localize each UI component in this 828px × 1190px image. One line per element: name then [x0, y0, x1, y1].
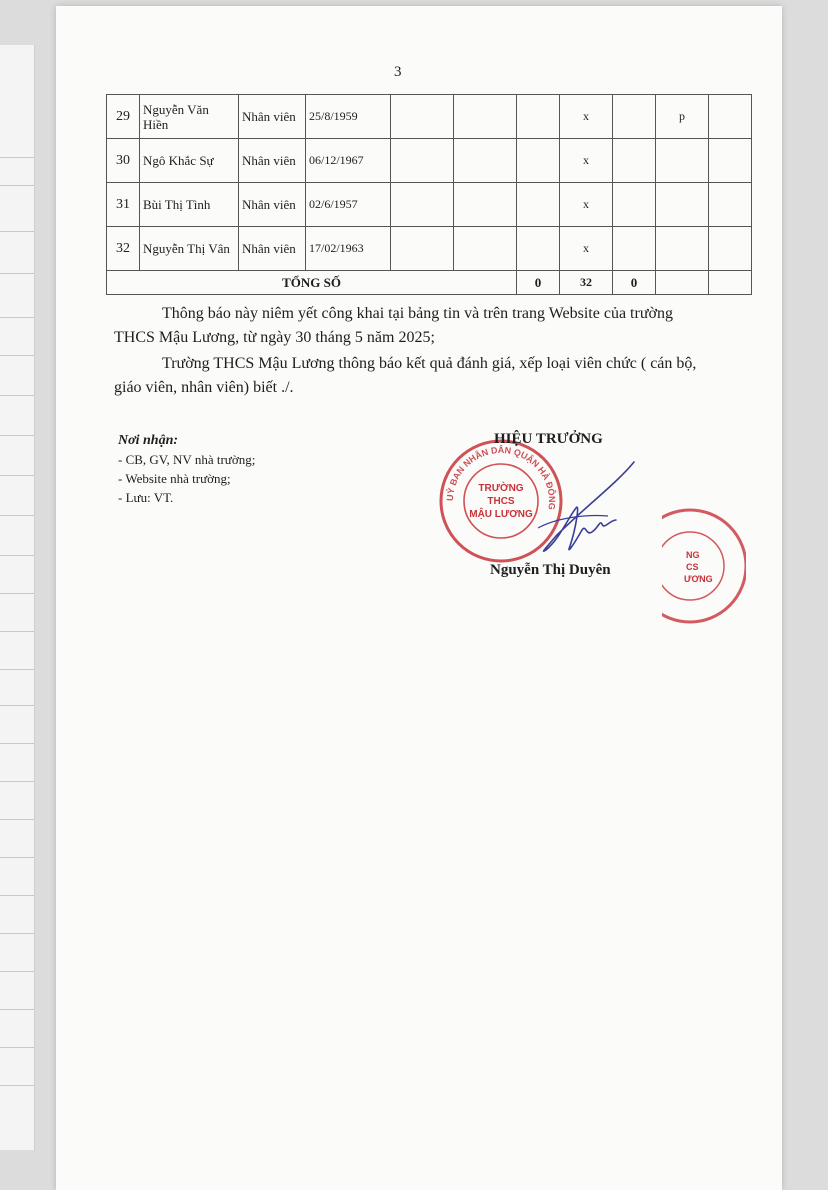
- seal-line: ƯƠNG: [684, 574, 713, 584]
- row-cell: [517, 227, 560, 271]
- row-cell: [613, 139, 656, 183]
- seal-line: MẬU LƯƠNG: [469, 509, 533, 520]
- row-cell: [709, 95, 752, 139]
- row-name: Nguyễn Văn Hiền: [140, 95, 239, 139]
- recipient-item: - CB, GV, NV nhà trường;: [118, 452, 256, 467]
- row-stt: 32: [107, 227, 140, 271]
- row-stt: 31: [107, 183, 140, 227]
- page-number: 3: [394, 64, 402, 80]
- row-cell: [517, 95, 560, 139]
- row-role: Nhân viên: [239, 95, 306, 139]
- row-cell: [709, 183, 752, 227]
- total-cell: [709, 271, 752, 295]
- table-row: [107, 139, 752, 183]
- table-row: [107, 227, 752, 271]
- row-cell: [454, 95, 517, 139]
- total-label: TỔNG SỐ: [107, 271, 517, 295]
- row-cell: [613, 183, 656, 227]
- row-dob: 17/02/1963: [306, 227, 391, 271]
- row-cell: [613, 227, 656, 271]
- row-cell: [517, 183, 560, 227]
- staff-table: [106, 94, 752, 295]
- row-role: Nhân viên: [239, 183, 306, 227]
- row-stt: 30: [107, 139, 140, 183]
- partial-seal-icon: [662, 496, 746, 636]
- seal-line: TRƯỜNG: [478, 483, 524, 494]
- row-cell: [454, 183, 517, 227]
- row-name: Nguyễn Thị Vân: [140, 227, 239, 271]
- row-cell: [391, 183, 454, 227]
- row-cell: [391, 227, 454, 271]
- row-mark: x: [560, 139, 613, 183]
- row-role: Nhân viên: [239, 139, 306, 183]
- row-mark: x: [560, 227, 613, 271]
- row-dob: 02/6/1957: [306, 183, 391, 227]
- row-dob: 25/8/1959: [306, 95, 391, 139]
- row-cell: [709, 227, 752, 271]
- row-cell: [391, 139, 454, 183]
- seal-ring-text: UỶ BAN NHÂN DÂN QUẬN HÀ ĐÔNG: [444, 444, 558, 511]
- seal-line: THCS: [487, 496, 515, 507]
- total-v2: 32: [560, 271, 613, 295]
- row-mark: x: [560, 95, 613, 139]
- row-extra: [656, 227, 709, 271]
- recipient-item: - Website nhà trường;: [118, 471, 231, 486]
- row-extra: [656, 139, 709, 183]
- document-page: [56, 6, 782, 1190]
- recipients-block: [118, 431, 255, 507]
- total-cell: [656, 271, 709, 295]
- row-extra: [656, 183, 709, 227]
- row-cell: [517, 139, 560, 183]
- announcement-paragraph: Trường THCS Mậu Lương thông báo kết quả đánh giá, xếp loại viên chức ( cán bộ, giáo viên, nhân viên) biết ./.: [114, 355, 697, 396]
- total-v1: 0: [517, 271, 560, 295]
- background-page: [0, 45, 35, 1150]
- signature-scribble-icon: [516, 458, 646, 568]
- total-v3: 0: [613, 271, 656, 295]
- row-cell: [613, 95, 656, 139]
- signer-name: Nguyễn Thị Duyên: [490, 562, 611, 578]
- row-cell: [391, 95, 454, 139]
- row-extra: p: [656, 95, 709, 139]
- row-name: Bùi Thị Tình: [140, 183, 239, 227]
- recipient-item: - Lưu: VT.: [118, 490, 174, 505]
- notice-paragraph: Thông báo này niêm yết công khai tại bảng tin và trên trang Website của trường THCS Mậu Lương, từ ngày 30 tháng 5 năm 2025;: [114, 305, 673, 346]
- row-role: Nhân viên: [239, 227, 306, 271]
- row-cell: [709, 139, 752, 183]
- row-cell: [454, 227, 517, 271]
- seal-line: NG: [686, 550, 700, 560]
- row-name: Ngô Khắc Sự: [140, 139, 239, 183]
- signer-title: HIỆU TRƯỞNG: [494, 431, 603, 447]
- table-row: [107, 183, 752, 227]
- row-cell: [454, 139, 517, 183]
- seal-line: CS: [686, 562, 699, 572]
- recipients-heading: Nơi nhận:: [118, 433, 179, 448]
- row-dob: 06/12/1967: [306, 139, 391, 183]
- row-stt: 29: [107, 95, 140, 139]
- table-row: [107, 95, 752, 139]
- total-row: [107, 271, 752, 295]
- row-mark: x: [560, 183, 613, 227]
